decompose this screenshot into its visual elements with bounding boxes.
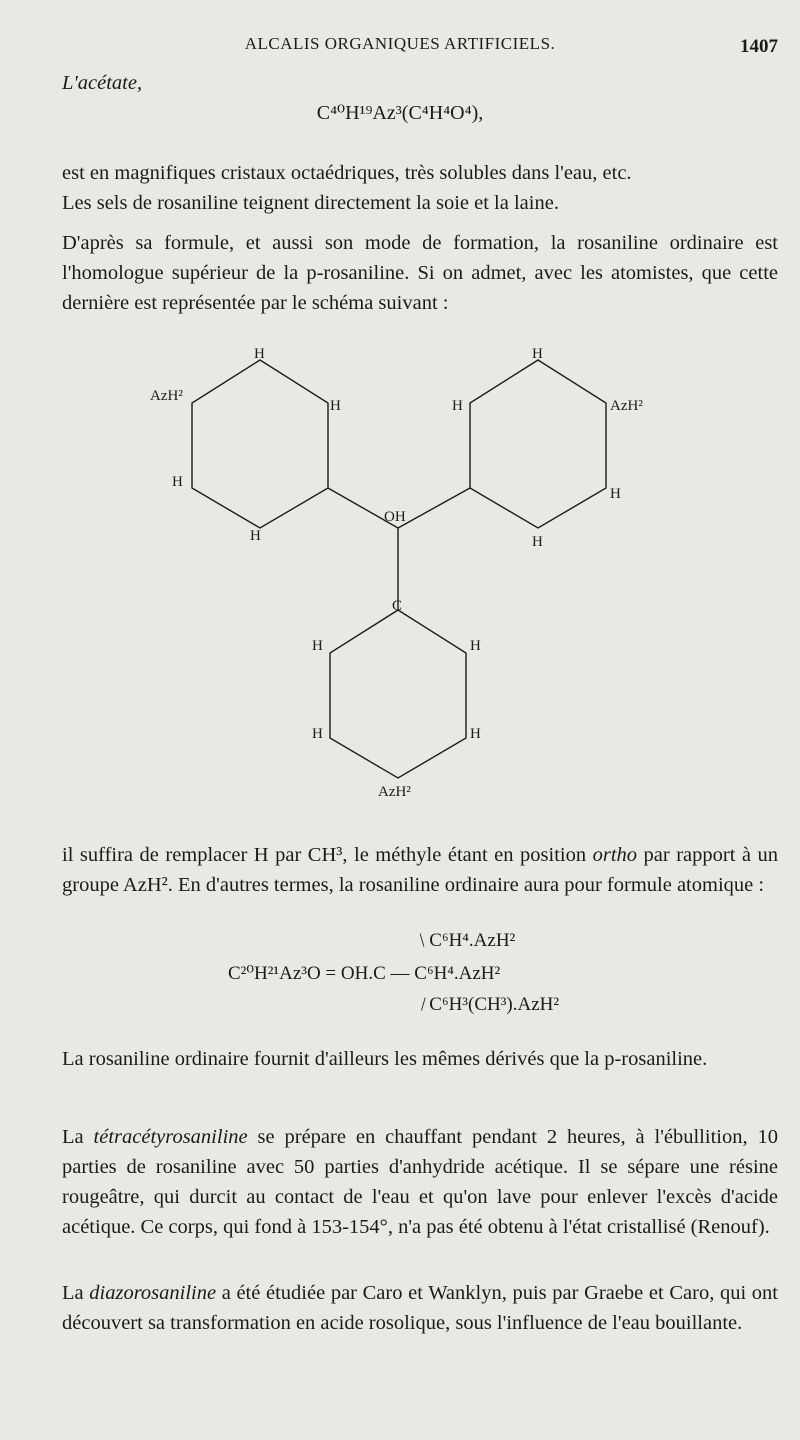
left-ring-left-h: H <box>172 474 183 490</box>
right-ring-right-h: H <box>610 486 621 502</box>
formula-bottom-branch: \C⁶H³(CH³).AzH² <box>414 994 560 1015</box>
page-number: 1407 <box>740 36 778 57</box>
left-benzene-ring <box>192 360 328 528</box>
paragraph-5: La rosaniline ordinaire fournit d'ailleurs les mêmes dérivés que la p-rosaniline. <box>62 1048 708 1070</box>
paragraph-4-end: par rapport à un groupe AzH². En d'autres termes, la rosaniline ordinaire aura pour formule atomique : <box>62 844 778 896</box>
paragraph-2: Les sels de rosaniline teignent directement la soie et la laine. <box>62 192 559 214</box>
bottom-ring-left-bottom-h: H <box>312 726 323 742</box>
rosaniline-structure-diagram <box>140 338 680 808</box>
tetracetyrosaniline-term: tétracétyrosaniline <box>93 1126 248 1148</box>
hydroxyl-label: OH <box>384 509 406 525</box>
right-amine-label: AzH² <box>610 398 643 414</box>
formula-middle-branch: — C⁶H⁴.AzH² <box>390 963 501 984</box>
formula-main-line <box>228 962 500 985</box>
right-benzene-ring <box>470 360 606 528</box>
left-ring-bottom-h: H <box>250 528 261 544</box>
bottom-ring-right-bottom-h: H <box>470 726 481 742</box>
paragraph-6: La tétracétyrosaniline se prépare en chauffant pendant 2 heures, à l'ébullition, 10 parties de rosaniline avec 50 parties d'anhydride acétique. Il se sépare une résine rougeâtre, qui durcit au contact de l'eau et qu'on lave pour enlever l'excès d'acide acétique. Ce corps, qui fond à 153-154°, n'a pas été obtenu à l'état cristallisé (Renouf). <box>62 1126 778 1238</box>
bottom-benzene-ring <box>330 610 466 778</box>
right-ring-left-h: H <box>452 398 463 414</box>
running-header: ALCALIS ORGANIQUES ARTIFICIELS. <box>244 34 556 53</box>
left-ring-top-h: H <box>254 346 265 362</box>
right-ring-top-h: H <box>532 346 543 362</box>
acetate-label: L'acétate, <box>62 72 143 94</box>
diazorosaniline-term: diazorosaniline <box>89 1282 217 1304</box>
formula-left: C²⁰H²¹Az³O = OH.C <box>228 963 386 984</box>
bottom-ring-right-top-h: H <box>470 638 481 654</box>
paragraph-4-italic: ortho <box>592 844 638 866</box>
left-ring-right-h: H <box>330 398 341 414</box>
paragraph-4 <box>62 840 778 900</box>
paragraph-4-start: il suffira de remplacer H par CH³, le méthyle étant en position <box>62 844 593 866</box>
left-amine-label: AzH² <box>150 388 183 404</box>
paragraph-7: La diazorosaniline a été étudiée par Caro et Wanklyn, puis par Graebe et Caro, qui ont découvert sa transformation en acide rosolique, sous l'influence de l'eau bouillante. <box>62 1282 778 1334</box>
bottom-amine-label: AzH² <box>378 784 411 800</box>
formula-top-branch: /C⁶H⁴.AzH² <box>414 930 516 951</box>
right-ring-bottom-h: H <box>532 534 543 550</box>
paragraph-3: D'après sa formule, et aussi son mode de formation, la rosaniline ordinaire est l'homologue supérieur de la p-rosaniline. Si on admet, avec les atomistes, que cette dernière est représentée par le schéma suivant : <box>62 232 778 314</box>
acetate-formula: C⁴⁰H¹⁹Az³(C⁴H⁴O⁴), <box>316 102 484 124</box>
bottom-ring-left-top-h: H <box>312 638 323 654</box>
central-carbon-label: C <box>392 598 403 614</box>
paragraph-1: est en magnifiques cristaux octaédriques, très solubles dans l'eau, etc. <box>62 162 632 184</box>
